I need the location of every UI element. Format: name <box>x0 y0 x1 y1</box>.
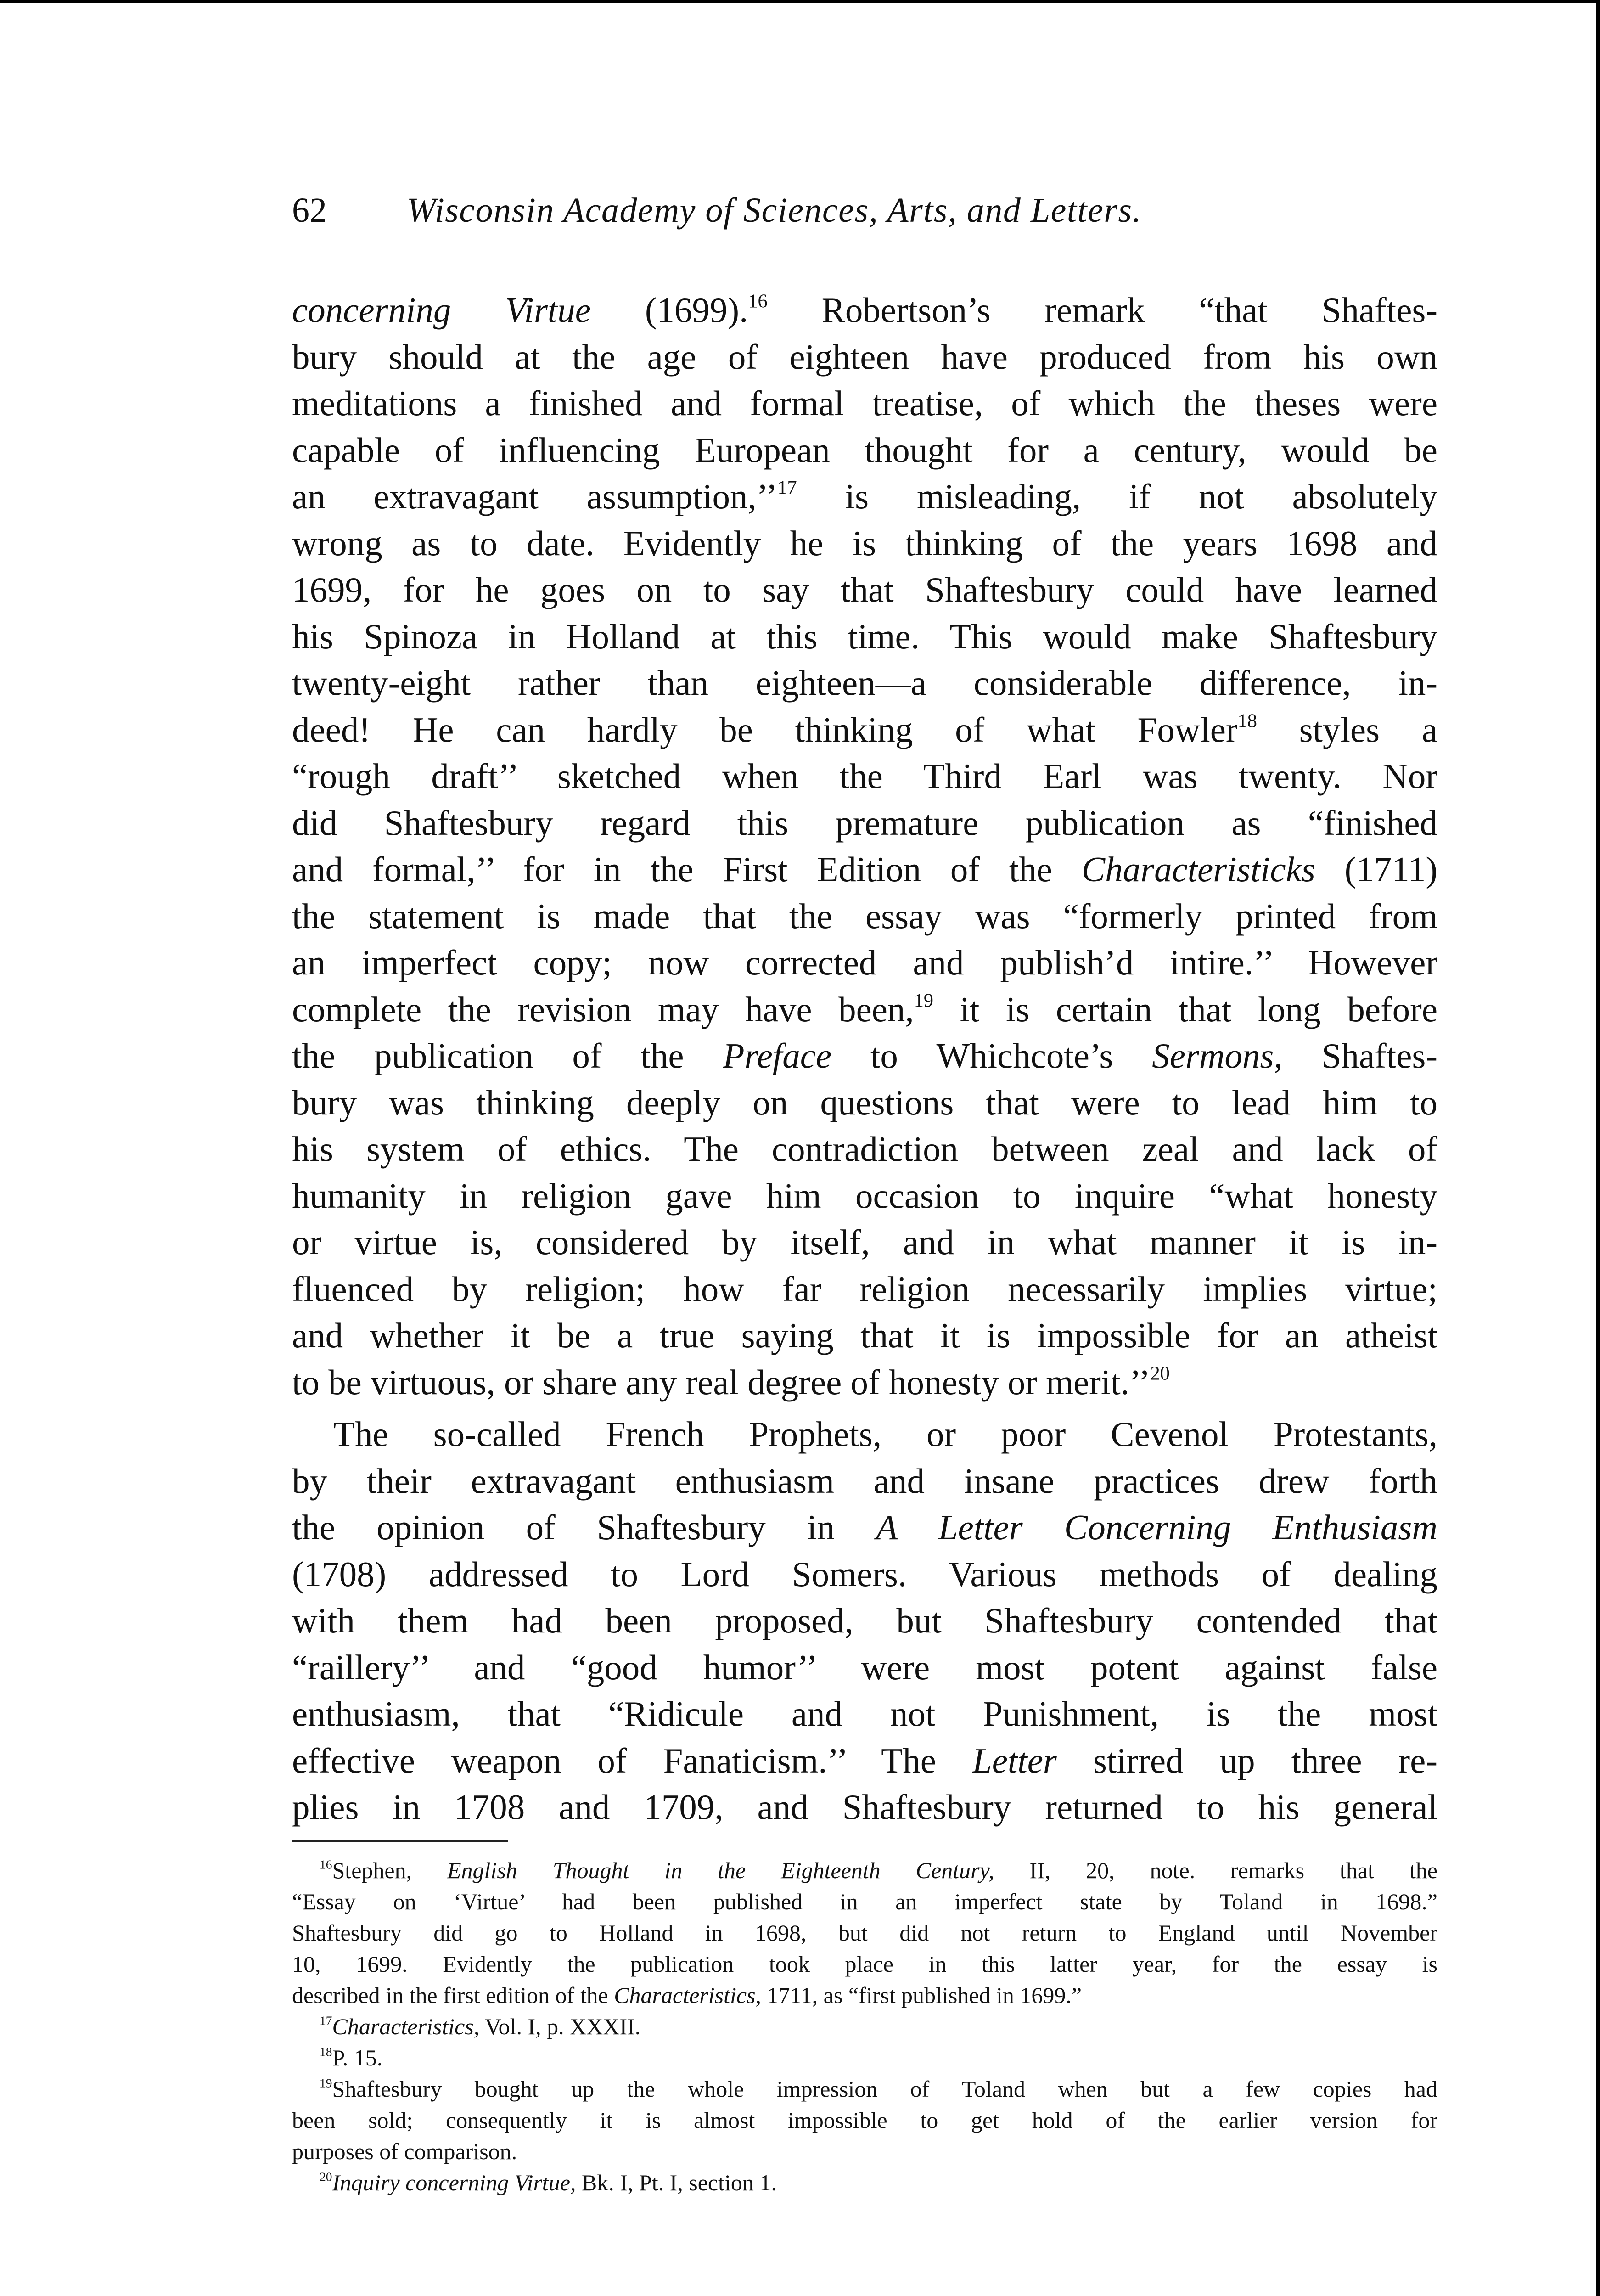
text-line: (1708) addressed to Lord Somers. Various methods of dealing <box>292 1554 1437 1594</box>
text-line: and whether it be a true saying that it is impossible for an atheist <box>292 1316 1437 1355</box>
footnote-line: purposes of comparison. <box>292 2138 517 2164</box>
footnote-ref: 17 <box>777 477 797 499</box>
footnote-line: 10, 1699. Evidently the publication took place in this latter year, for the essay is <box>292 1951 1437 1977</box>
text-line: to be virtuous, or share any real degree of honesty or merit.’’$^{20}$ <box>292 1362 1170 1402</box>
text-line: effective weapon of Fanaticism.’’ The Letter stirred up three re- <box>292 1740 1437 1780</box>
text-line: the publication of the Preface to Whichcote’s Sermons, Shaftes- <box>292 1036 1437 1075</box>
text-line: humanity in religion gave him occasion to inquire “what honesty <box>292 1176 1437 1216</box>
footnote-number: 17 <box>320 2013 332 2027</box>
footnote-ref: 20 <box>1150 1362 1170 1384</box>
text-line: deed! He can hardly be thinking of what Fowler$^{18}$ styles a <box>292 709 1437 749</box>
footnote-number: 16 <box>320 1857 332 1871</box>
text-line: the opinion of Shaftesbury in A Letter Concerning Enthusiasm <box>292 1508 1437 1547</box>
text-line: concerning Virtue (1699).$^{16}$ Robertson’s remark “that Shaftes- <box>292 290 1437 330</box>
text-line: capable of influencing European thought for a century, would be <box>292 430 1437 470</box>
footnote-17: $^{17}$Characteristics, Vol. I, p. XXXII. <box>320 2013 641 2039</box>
text-line: enthusiasm, that “Ridicule and not Punishment, is the most <box>292 1694 1437 1733</box>
text-line: plies in 1708 and 1709, and Shaftesbury returned to his general <box>292 1787 1437 1827</box>
footnote-18: $^{18}$P. 15. <box>320 2044 383 2071</box>
running-title: Wisconsin Academy of Sciences, Arts, and Letters. <box>407 191 1142 230</box>
text-line: bury was thinking deeply on questions that were to lead him to <box>292 1082 1437 1122</box>
text-line: “raillery’’ and “good humor’’ were most potent against false <box>292 1647 1437 1687</box>
text-line: “rough draft’’ sketched when the Third Earl was twenty. Nor <box>292 756 1437 796</box>
text-line: did Shaftesbury regard this premature publication as “finished <box>292 803 1437 843</box>
running-header <box>292 191 1437 250</box>
footnote-19: $^{19}$Shaftesbury bought up the whole impression of Toland when but a few copies had <box>320 2075 1437 2102</box>
footnote-ref: 18 <box>1237 709 1257 732</box>
footnote-line: described in the first edition of the Characteristics, 1711, as “first published in 1699.” <box>292 1982 1082 2008</box>
body-text <box>292 287 1437 1831</box>
text-line: by their extravagant enthusiasm and insane practices drew forth <box>292 1461 1437 1501</box>
text-line: the statement is made that the essay was “formerly printed from <box>292 896 1437 936</box>
footnote-ref: 19 <box>914 989 934 1011</box>
footnotes <box>292 1855 1437 2198</box>
text-line: meditations a finished and formal treatise, of which the theses were <box>292 383 1437 423</box>
footnote-20: $^{20}$Inquiry concerning Virtue, Bk. I, Pt. I, section 1. <box>320 2169 777 2195</box>
paragraph-gap <box>292 1406 1437 1411</box>
footnote-ref: 16 <box>748 290 768 312</box>
text-line: his system of ethics. The contradiction between zeal and lack of <box>292 1129 1437 1169</box>
scan-right-border <box>1596 0 1600 2296</box>
text-line: an imperfect copy; now corrected and publish’d intire.’’ However <box>292 943 1437 982</box>
text-line: with them had been proposed, but Shaftesbury contended that <box>292 1601 1437 1640</box>
footnote-16: $^{16}$Stephen, English Thought in the Eighteenth Century, II, 20, note. remarks that the <box>320 1857 1437 1883</box>
footnote-line: “Essay on ‘Virtue’ had been published in an imperfect state by Toland in 1698.” <box>292 1888 1437 1914</box>
text-line: his Spinoza in Holland at this time. This would make Shaftesbury <box>292 616 1437 656</box>
text-line: and formal,’’ for in the First Edition of the Characteristicks (1711) <box>292 850 1437 889</box>
footnote-number: 18 <box>320 2044 332 2059</box>
text-line: wrong as to date. Evidently he is thinking of the years 1698 and <box>292 523 1437 563</box>
scan-top-border <box>0 0 1600 3</box>
page-number: 62 <box>292 191 327 230</box>
footnote-divider <box>292 1840 508 1842</box>
text-line: twenty-eight rather than eighteen—a considerable difference, in- <box>292 663 1437 703</box>
text-line: or virtue is, considered by itself, and in what manner it is in- <box>292 1222 1437 1262</box>
text-line: an extravagant assumption,’’$^{17}$ is misleading, if not absolutely <box>292 477 1437 516</box>
footnote-number: 19 <box>320 2075 332 2090</box>
text-line: 1699, for he goes on to say that Shaftesbury could have learned <box>292 570 1437 609</box>
text-line: complete the revision may have been,$^{19}$ it is certain that long before <box>292 989 1437 1029</box>
footnote-line: been sold; consequently it is almost impossible to get hold of the earlier version for <box>292 2107 1437 2133</box>
text-line: The so-called French Prophets, or poor Cevenol Protestants, <box>333 1414 1437 1454</box>
footnote-line: Shaftesbury did go to Holland in 1698, but did not return to England until November <box>292 1919 1437 1946</box>
text-line: bury should at the age of eighteen have produced from his own <box>292 337 1437 377</box>
text-line: fluenced by religion; how far religion necessarily implies virtue; <box>292 1269 1437 1309</box>
footnote-number: 20 <box>320 2169 332 2183</box>
document-page <box>292 191 1437 2198</box>
